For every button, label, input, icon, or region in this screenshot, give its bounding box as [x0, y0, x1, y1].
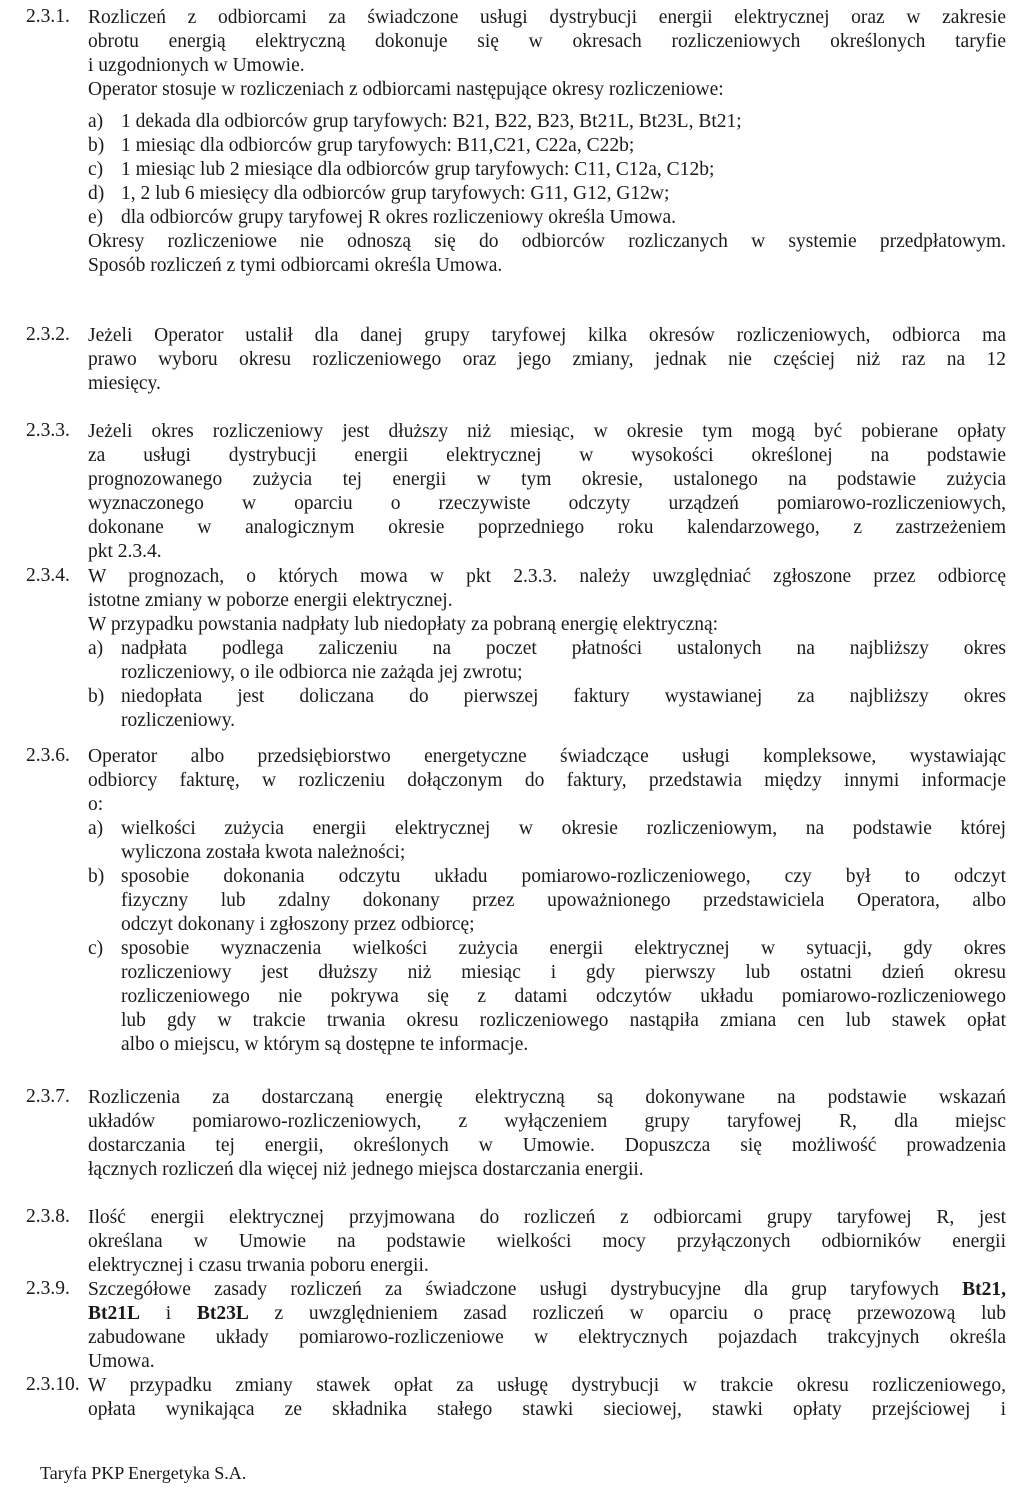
section-number: 2.3.7. [26, 1086, 70, 1107]
text-run: rozliczeniowy, o ile odbiorca nie zażąda jej zwrotu; [121, 662, 523, 683]
tariff-group-code: Bt21, [962, 1279, 1006, 1300]
text-line [88, 1110, 1006, 1134]
text-run: wyliczona została kwota należności; [121, 842, 406, 863]
text-line [88, 1278, 1006, 1302]
section-body [88, 745, 1006, 1057]
text-run: Rozliczeń z odbiorcami za świadczone usługi dystrybucji energii elektrycznej oraz w zakresie [88, 7, 1006, 28]
text-line [88, 230, 1006, 254]
text-run: układów pomiarowo-rozliczeniowych, z wyłączeniem grupy taryfowej R, dla miejsc [88, 1111, 1006, 1132]
list-item-line [88, 937, 1006, 961]
text-line [88, 348, 1006, 372]
list-item-letter: e) [88, 207, 104, 228]
text-line [88, 54, 1006, 78]
text-run: niedopłata jest doliczana do pierwszej faktury wystawianej za najbliższy okres [121, 686, 1006, 707]
list-item-line [88, 817, 1006, 841]
text-line [88, 1350, 1006, 1374]
text-run: odbiorcy fakturę, w rozliczeniu dołączonym do faktury, przedstawia między innymi informacje [88, 770, 1006, 791]
text-line [88, 565, 1006, 589]
text-line [88, 1326, 1006, 1350]
text-run: Umowa. [88, 1351, 155, 1372]
section-body [88, 1278, 1006, 1374]
text-line [88, 444, 1006, 468]
text-run: rozliczeniowego nie pokrywa się z datami odczytów układu pomiarowo-rozliczeniowego [121, 986, 1006, 1007]
section-number: 2.3.1. [26, 6, 70, 27]
text-line [88, 1033, 1006, 1057]
text-run: łącznych rozliczeń dla więcej niż jednego miejsca dostarczania energii. [88, 1159, 644, 1180]
text-run: Jeżeli okres rozliczeniowy jest dłuższy niż miesiąc, w okresie tym mogą być pobierane opłaty [88, 421, 1006, 442]
text-line [88, 372, 1006, 396]
text-line [88, 985, 1006, 1009]
text-run: Operator albo przedsiębiorstwo energetyczne świadczące usługi kompleksowe, wystawiając [88, 746, 1006, 767]
text-line [88, 793, 1006, 817]
text-run: za usługi dystrybucji energii elektrycznej w wysokości określonej na podstawie [88, 445, 1006, 466]
text-line [88, 6, 1006, 30]
text-run: 1 dekada dla odbiorców grup taryfowych: B21, B22, B23, Bt21L, Bt23L, Bt21; [121, 111, 742, 132]
text-line [88, 1398, 1006, 1422]
spacer [88, 102, 1006, 110]
text-line [88, 709, 1006, 733]
text-line [88, 1302, 1006, 1326]
text-run: odczyt dokonany i zgłoszony przez odbiorcę; [121, 914, 475, 935]
text-run: istotne zmiany w poborze energii elektrycznej. [88, 590, 453, 611]
section-body [88, 1374, 1006, 1422]
section-body [88, 6, 1006, 278]
tariff-group-code: Bt23L [196, 1303, 249, 1324]
text-line [88, 468, 1006, 492]
text-run: sposobie wyznaczenia wielkości zużycia energii elektrycznej w sytuacji, gdy okres [121, 938, 1006, 959]
text-run: pkt 2.3.4. [88, 541, 162, 562]
text-run: z uwzględnieniem zasad rozliczeń w oparciu o pracę przewozową lub [248, 1303, 1006, 1324]
text-run: W prognozach, o których mowa w pkt 2.3.3. należy uwzględniać zgłoszone przez odbiorcę [88, 566, 1006, 587]
section-body [88, 565, 1006, 733]
list-item-line [88, 865, 1006, 889]
text-line [88, 1086, 1006, 1110]
text-line [88, 961, 1006, 985]
text-run: dla odbiorców grupy taryfowej R okres rozliczeniowy określa Umowa. [121, 207, 677, 228]
text-run: 1 miesiąc dla odbiorców grup taryfowych: B11,C21, C22a, C22b; [121, 135, 635, 156]
text-line [88, 540, 1006, 564]
text-run: lub gdy w trakcie trwania okresu rozliczeniowego nastąpiła zmiana cen lub stawek opłat [121, 1010, 1006, 1031]
text-run: sposobie dokonania odczytu układu pomiarowo-rozliczeniowego, czy był to odczyt [121, 866, 1006, 887]
text-run: Sposób rozliczeń z tymi odbiorcami określa Umowa. [88, 255, 503, 276]
text-line [88, 589, 1006, 613]
text-run: 1, 2 lub 6 miesięcy dla odbiorców grup taryfowych: G11, G12, G12w; [121, 183, 670, 204]
text-run: prognozowanego zużycia tej energii w tym okresie, ustalonego na podstawie zużycia [88, 469, 1006, 490]
text-run: fizyczny lub zdalny dokonany przez upoważnionego przedstawiciela Operatora, albo [121, 890, 1006, 911]
section-number: 2.3.3. [26, 420, 70, 441]
text-line [88, 324, 1006, 348]
text-run: Rozliczenia za dostarczaną energię elektryczną są dokonywane na podstawie wskazań [88, 1087, 1006, 1108]
text-run: o: [88, 794, 104, 815]
text-run: albo o miejscu, w którym są dostępne te informacje. [121, 1034, 529, 1055]
tariff-group-code: Bt21L [88, 1303, 141, 1324]
text-line [88, 745, 1006, 769]
text-run: obrotu energią elektryczną dokonuje się w okresach rozliczeniowych określonych taryfie [88, 31, 1006, 52]
text-run: wielkości zużycia energii elektrycznej w okresie rozliczeniowym, na podstawie której [121, 818, 1006, 839]
text-run: określana w Umowie na podstawie wielkości mocy przyłączonych odbiorników energii [88, 1231, 1006, 1252]
list-item-line [88, 206, 1006, 230]
text-run: rozliczeniowy. [121, 710, 236, 731]
text-run: dokonane w analogicznym okresie poprzedniego roku kalendarzowego, z zastrzeżeniem [88, 517, 1006, 538]
text-run: Ilość energii elektrycznej przyjmowana do rozliczeń z odbiorcami grupy taryfowej R, jest [88, 1207, 1006, 1228]
text-run: zabudowane układy pomiarowo-rozliczeniowe w elektrycznych pojazdach trakcyjnych określa [88, 1327, 1006, 1348]
text-line [88, 1230, 1006, 1254]
text-line [88, 254, 1006, 278]
text-line [88, 769, 1006, 793]
section-number: 2.3.2. [26, 324, 70, 345]
section-body [88, 420, 1006, 564]
text-line [88, 30, 1006, 54]
text-run: i [140, 1303, 197, 1324]
text-run: elektrycznej i czasu trwania poboru energii. [88, 1255, 429, 1276]
text-line [88, 913, 1006, 937]
list-item-letter: b) [88, 135, 105, 156]
text-line [88, 841, 1006, 865]
text-line [88, 1009, 1006, 1033]
list-item-letter: a) [88, 818, 104, 839]
text-run: Jeżeli Operator ustalił dla danej grupy taryfowej kilka okresów rozliczeniowych, odbiorca ma [88, 325, 1006, 346]
text-run: wyznaczonego w oparciu o rzeczywiste odczyty urządzeń pomiarowo-rozliczeniowych, [88, 493, 1006, 514]
text-run: prawo wyboru okresu rozliczeniowego oraz jego zmiany, jednak nie częściej niż raz na 12 [88, 349, 1006, 370]
text-run: dostarczania tej energii, określonych w Umowie. Dopuszcza się możliwość prowadzenia [88, 1135, 1006, 1156]
text-line [88, 78, 1006, 102]
text-run: i uzgodnionych w Umowie. [88, 55, 305, 76]
text-run: W przypadku zmiany stawek opłat za usługę dystrybucji w trakcie okresu rozliczeniowego, [88, 1375, 1006, 1396]
text-line [88, 492, 1006, 516]
text-line [88, 1254, 1006, 1278]
text-line [88, 420, 1006, 444]
section-number: 2.3.8. [26, 1206, 70, 1227]
list-item-line [88, 158, 1006, 182]
text-run: Operator stosuje w rozliczeniach z odbiorcami następujące okresy rozliczeniowe: [88, 79, 724, 100]
text-run: miesięcy. [88, 373, 161, 394]
text-run: W przypadku powstania nadpłaty lub niedopłaty za pobraną energię elektryczną: [88, 614, 719, 635]
list-item-letter: d) [88, 183, 105, 204]
list-item-line [88, 685, 1006, 709]
text-run: nadpłata podlega zaliczeniu na poczet płatności ustalonych na najbliższy okres [121, 638, 1006, 659]
text-run: Okresy rozliczeniowe nie odnoszą się do odbiorców rozliczanych w systemie przedpłatowym. [88, 231, 1006, 252]
text-run: 1 miesiąc lub 2 miesiące dla odbiorców grup taryfowych: C11, C12a, C12b; [121, 159, 715, 180]
text-line [88, 1374, 1006, 1398]
page-footer: Taryfa PKP Energetyka S.A. [40, 1463, 247, 1483]
text-line [88, 1134, 1006, 1158]
text-line [88, 1206, 1006, 1230]
section-number: 2.3.4. [26, 565, 70, 586]
list-item-letter: b) [88, 686, 105, 707]
text-run: opłata wynikająca ze składnika stałego stawki sieciowej, stawki opłaty przejściowej i [88, 1399, 1006, 1420]
section-body [88, 1086, 1006, 1182]
list-item-line [88, 182, 1006, 206]
section-number: 2.3.10. [26, 1374, 80, 1395]
text-line [88, 661, 1006, 685]
list-item-letter: a) [88, 638, 104, 659]
list-item-line [88, 637, 1006, 661]
section-number: 2.3.6. [26, 745, 70, 766]
text-line [88, 889, 1006, 913]
section-number: 2.3.9. [26, 1278, 70, 1299]
list-item-letter: c) [88, 159, 104, 180]
list-item-letter: c) [88, 938, 104, 959]
section-body [88, 324, 1006, 396]
text-run: Szczegółowe zasady rozliczeń za świadczone usługi dystrybucyjne dla grup taryfowych [88, 1279, 963, 1300]
list-item-line [88, 134, 1006, 158]
text-line [88, 516, 1006, 540]
text-run: rozliczeniowy jest dłuższy niż miesiąc i gdy pierwszy lub ostatni dzień okresu [121, 962, 1006, 983]
text-line [88, 1158, 1006, 1182]
section-body [88, 1206, 1006, 1278]
text-line [88, 613, 1006, 637]
list-item-line [88, 110, 1006, 134]
list-item-letter: b) [88, 866, 105, 887]
list-item-letter: a) [88, 111, 104, 132]
